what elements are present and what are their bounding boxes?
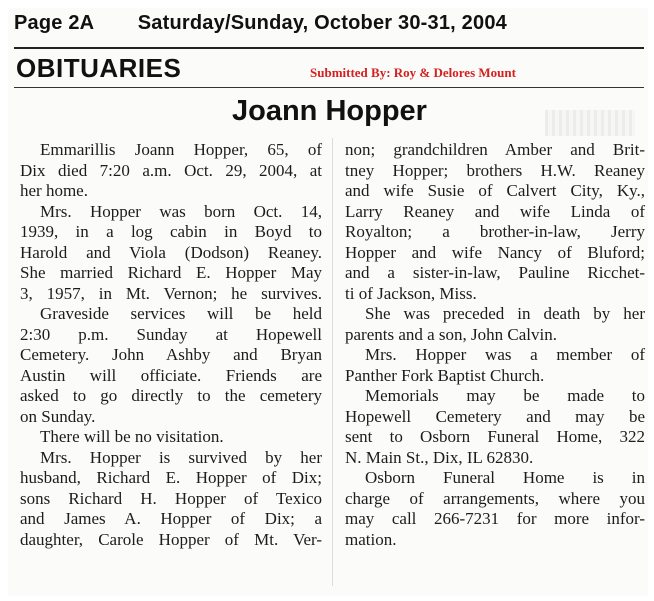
text-line: husband, Richard E. Hopper of Dix; [20, 468, 322, 487]
text-line: Royalton; a brother-in-law, Jerry [345, 222, 645, 241]
section-title: OBITUARIES [16, 53, 182, 83]
text-line: tney Hopper; brothers H.W. Reaney [345, 160, 645, 180]
text-line: and a sister-in-law, Pauline Ricchet- [345, 263, 645, 282]
text-line: and James A. Hopper of Dix; a [20, 509, 322, 528]
text-line: N. Main St., Dix, IL 62830. [345, 447, 534, 467]
left-text-column [20, 140, 322, 550]
column-divider [332, 138, 333, 586]
text-line: on Sunday. [20, 406, 96, 426]
text-line: Dix died 7:20 a.m. Oct. 29, 2004, at [20, 160, 322, 180]
text-line: She was preceded in death by her [365, 304, 645, 323]
text-line: Panther Fork Baptist Church. [345, 365, 545, 385]
obituary-headline: Joann Hopper [232, 95, 427, 127]
text-line: Larry Reaney and wife Linda of [345, 201, 645, 221]
section-rule [14, 87, 644, 88]
text-line: 2:30 p.m. Sunday at Hopewell [20, 324, 322, 344]
text-line: and wife Susie of Calvert City, Ky., [345, 181, 645, 200]
text-line: mation. [345, 529, 397, 549]
right-text-column [345, 140, 645, 550]
text-line: Hopper and wife Nancy of Bluford; [345, 242, 645, 262]
text-line: Mrs. Hopper is survived by her [40, 447, 322, 467]
text-line: asked to go directly to the cemetery [20, 386, 322, 405]
text-line: ti of Jackson, Miss. [345, 283, 477, 303]
text-line: Memorials may be made to [365, 386, 645, 405]
text-line: daughter, Carole Hopper of Mt. Ver- [20, 529, 322, 549]
header-rule [14, 47, 644, 49]
text-line: 1939, in a log cabin in Boyd to [20, 222, 322, 241]
text-line: Mrs. Hopper was a member of [365, 345, 645, 364]
text-line: Harold and Viola (Dodson) Reaney. [20, 242, 322, 262]
text-line: 3, 1957, in Mt. Vernon; he survives. [20, 283, 322, 303]
text-line: may call 266-7231 for more infor- [345, 509, 645, 528]
text-line: her home. [20, 181, 88, 200]
text-line: Emmarillis Joann Hopper, 65, of [40, 140, 322, 159]
text-line: parents and a son, John Calvin. [345, 324, 557, 344]
text-line: charge of arrangements, where you [345, 488, 645, 508]
page-number: Page 2A [14, 12, 95, 34]
text-line: non; grandchildren Amber and Brit- [345, 140, 645, 159]
text-line: Austin will officiate. Friends are [20, 365, 322, 385]
submitted-by-note: Submitted By: Roy & Delores Mount [310, 65, 516, 80]
bleed-through-artifact [545, 110, 635, 136]
text-line: Mrs. Hopper was born Oct. 14, [40, 201, 322, 221]
text-line: Osborn Funeral Home is in [365, 468, 645, 487]
text-line: She married Richard E. Hopper May [20, 263, 322, 282]
text-line: sent to Osborn Funeral Home, 322 [345, 427, 645, 446]
dateline [14, 12, 507, 35]
text-line: There will be no visitation. [40, 427, 224, 446]
text-line: Cemetery. John Ashby and Bryan [20, 345, 322, 364]
text-line: Hopewell Cemetery and may be [345, 406, 645, 426]
issue-date: Saturday/Sunday, October 30-31, 2004 [137, 12, 507, 34]
text-line: sons Richard H. Hopper of Texico [20, 488, 322, 508]
text-line: Graveside services will be held [40, 304, 322, 323]
